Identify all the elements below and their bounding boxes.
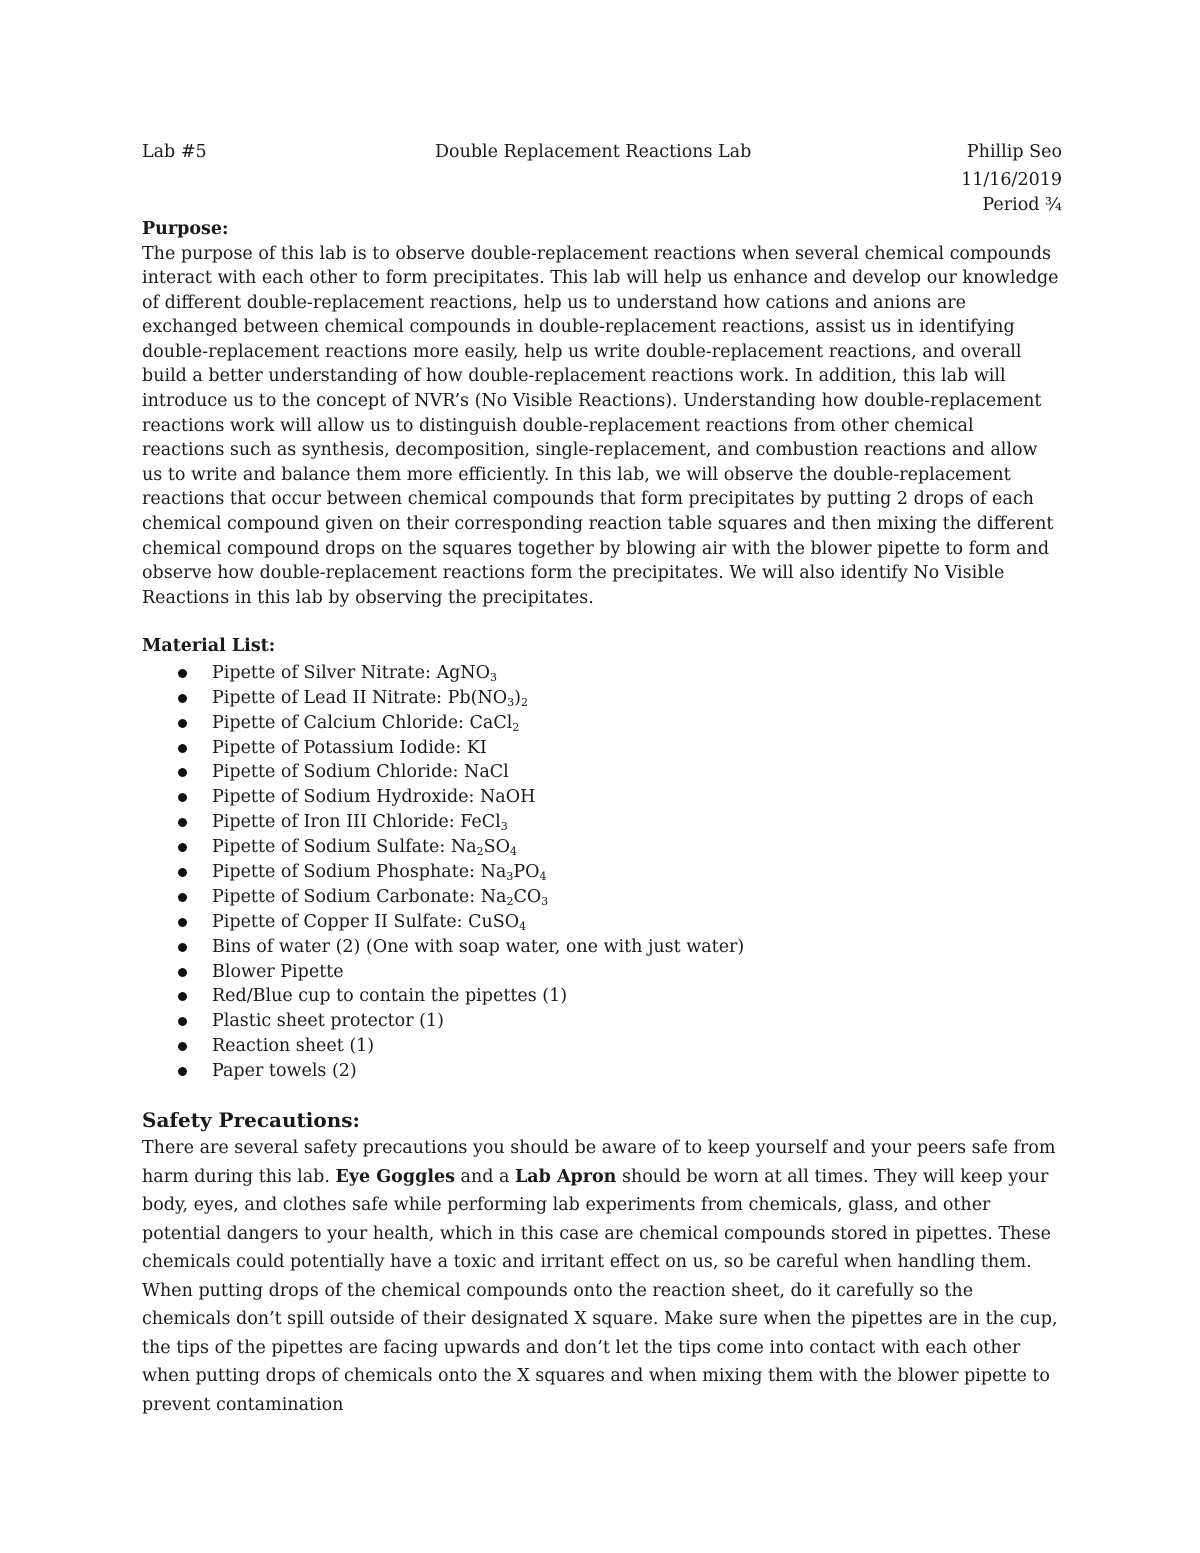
formula-subscript: 2: [506, 894, 514, 908]
bullet-icon: [178, 818, 187, 827]
material-label: Bins of water (2) (One with soap water, one with just water): [212, 936, 745, 957]
material-label: Pipette of Silver Nitrate:: [212, 662, 437, 683]
lab-number: Lab #5: [142, 142, 207, 162]
material-label: Pipette of Potassium Iodide:: [212, 737, 467, 758]
formula-subscript: 4: [519, 919, 527, 933]
material-label: Pipette of Sodium Phosphate:: [212, 862, 481, 883]
material-list-item: [142, 935, 1062, 960]
bullet-icon: [178, 893, 187, 902]
period: Period ¾: [982, 194, 1062, 215]
chemical-formula: [468, 912, 526, 932]
purpose-heading: Purpose:: [142, 219, 229, 239]
formula-subscript: 3: [500, 820, 508, 834]
material-list-item: [142, 810, 1062, 835]
material-label: Pipette of Sodium Carbonate:: [212, 886, 481, 907]
bullet-icon: [178, 943, 187, 952]
material-label: Blower Pipette: [212, 961, 344, 982]
chemical-formula: [467, 738, 487, 758]
material-list-item: [142, 785, 1062, 810]
bullet-icon: [178, 968, 187, 977]
formula-part: Na: [480, 862, 507, 883]
formula-part: ): [514, 687, 521, 708]
formula-part: CuSO: [468, 911, 520, 932]
formula-part: SO: [483, 837, 510, 858]
chemical-formula: [480, 787, 535, 807]
material-list-item: [142, 860, 1062, 885]
material-list-item: [142, 760, 1062, 785]
bullet-icon: [178, 992, 187, 1001]
material-list-item: [142, 960, 1062, 985]
material-list-item: [142, 686, 1062, 711]
document-page: [142, 142, 1062, 1419]
material-label: Pipette of Lead II Nitrate:: [212, 687, 448, 708]
safety-text-1: There are several safety precautions you should be aware of to keep yourself and your peers safe from harm during this lab.: [142, 1138, 1056, 1187]
safety-text-3: should be worn at all times. They will keep your body, eyes, and clothes safe while performing lab experiments from chemicals, glass, and other potential dangers to your health, which in this case are chemical compounds stored in pipettes. These chemicals could potentially have a toxic and irritant effect on us, so be careful when handling them. When putting drops of the chemical compounds onto the reaction sheet, do it carefully so the chemicals don’t spill outside of their designated X square. Make sure when the pipettes are in the cup, the tips of the pipettes are facing upwards and don’t let the tips come into contact with each other when putting drops of chemicals onto the X squares and when mixing them with the blower pipette to prevent contamination: [142, 1166, 1058, 1415]
formula-part: KI: [466, 737, 487, 758]
material-list-item: [142, 910, 1062, 935]
material-list-item: [142, 835, 1062, 860]
bullet-icon: [178, 744, 187, 753]
formula-subscript: 2: [512, 720, 520, 734]
formula-part: FeCl: [460, 812, 501, 833]
chemical-formula: [448, 688, 528, 708]
chemical-formula: [481, 862, 547, 882]
author-name: Phillip Seo: [966, 142, 1062, 162]
formula-part: NaOH: [479, 787, 536, 808]
material-label: Pipette of Sodium Hydroxide:: [212, 787, 480, 808]
formula-subscript: 4: [509, 845, 517, 859]
material-list-item: [142, 1009, 1062, 1034]
chemical-formula: [451, 837, 517, 857]
formula-part: CO: [513, 886, 542, 907]
material-label: Pipette of Calcium Chloride:: [212, 712, 470, 733]
lab-apron-emphasis: Lab Apron: [515, 1166, 617, 1187]
formula-subscript: 3: [541, 894, 549, 908]
bullet-icon: [178, 669, 187, 678]
material-label: Pipette of Copper II Sulfate:: [212, 911, 469, 932]
material-list-item: [142, 736, 1062, 761]
material-label: Pipette of Sodium Chloride:: [212, 762, 465, 783]
bullet-icon: [178, 1017, 187, 1026]
chemical-formula: [470, 713, 520, 733]
material-list-item: [142, 885, 1062, 910]
chemical-formula: [481, 887, 549, 907]
material-list-item: [142, 661, 1062, 686]
material-list: [142, 661, 1062, 1084]
document-header: [142, 142, 1062, 168]
formula-subscript: 2: [520, 695, 528, 709]
formula-subscript: 3: [489, 670, 497, 684]
material-list-heading: Material List:: [142, 636, 276, 657]
bullet-icon: [178, 793, 187, 802]
document-title: Double Replacement Reactions Lab: [435, 142, 752, 162]
material-list-item: [142, 1059, 1062, 1084]
bullet-icon: [178, 694, 187, 703]
chemical-formula: [436, 663, 497, 683]
material-label: Pipette of Iron III Chloride:: [212, 812, 461, 833]
eye-goggles-emphasis: Eye Goggles: [335, 1166, 455, 1187]
purpose-paragraph: The purpose of this lab is to observe double-replacement reactions when several chemical compounds interact with each other to form precipitates. This lab will help us enhance and develop our knowledge of different double-replacement reactions, help us to understand how cations and anions are exchanged between chemical compounds in double-replacement reactions, assist us in identifying double-replacement reactions more easily, help us write double-replacement reactions, and overall build a better understanding of how double-replacement reactions work. In addition, this lab will introduce us to the concept of NVR’s (No Visible Reactions). Understanding how double-replacement reactions work will allow us to distinguish double-replacement reactions from other chemical reactions such as synthesis, decomposition, single-replacement, and combustion reactions and allow us to write and balance them more efficiently. In this lab, we will observe the double-replacement reactions that occur between chemical compounds that form precipitates by putting 2 drops of each chemical compound given on their corresponding reaction table squares and then mixing the different chemical compound drops on the squares together by blowing air with the blower pipette to form and observe how double-replacement reactions form the precipitates. We will also identify No Visible Reactions in this lab by observing the precipitates.: [142, 243, 1059, 608]
material-label: Reaction sheet (1): [212, 1036, 375, 1057]
formula-subscript: 3: [506, 870, 514, 884]
formula-part: Ag: [436, 662, 461, 683]
formula-subscript: 4: [539, 870, 547, 884]
formula-part: PO: [513, 862, 540, 883]
chemical-formula: [460, 812, 508, 832]
material-list-item: [142, 711, 1062, 736]
material-label: Plastic sheet protector (1): [212, 1011, 444, 1032]
formula-part: Pb(NO: [447, 687, 508, 708]
formula-part: Na: [480, 886, 507, 907]
material-label: Paper towels (2): [212, 1061, 357, 1082]
date: 11/16/2019: [961, 170, 1062, 190]
bullet-icon: [178, 768, 187, 777]
safety-text-2: and a: [454, 1166, 515, 1187]
bullet-icon: [178, 719, 187, 728]
bullet-icon: [178, 1042, 187, 1051]
formula-part: Na: [450, 837, 477, 858]
safety-heading: Safety Precautions:: [142, 1108, 360, 1133]
formula-subscript: 3: [507, 695, 515, 709]
chemical-formula: [464, 762, 509, 782]
formula-part: CaCl: [469, 712, 513, 733]
material-list-item: [142, 984, 1062, 1009]
material-label: Red/Blue cup to contain the pipettes (1): [212, 986, 568, 1007]
formula-subscript: 2: [476, 845, 484, 859]
safety-paragraph: [142, 1134, 1062, 1419]
bullet-icon: [178, 868, 187, 877]
bullet-icon: [178, 1067, 187, 1076]
material-label: Pipette of Sodium Sulfate:: [212, 837, 451, 858]
material-list-item: [142, 1034, 1062, 1059]
formula-part: NaCl: [464, 762, 509, 783]
bullet-icon: [178, 918, 187, 927]
bullet-icon: [178, 843, 187, 852]
formula-part: NO: [460, 662, 490, 683]
